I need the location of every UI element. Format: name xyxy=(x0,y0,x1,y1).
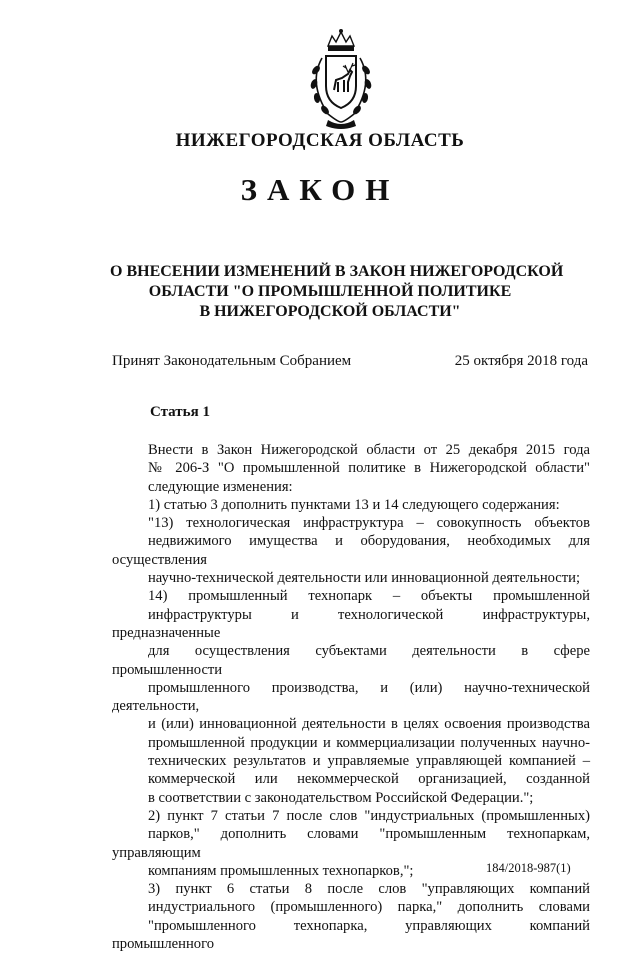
adoption-date: 25 октября 2018 года xyxy=(454,353,588,369)
paragraph-line: "13) технологическая инфраструктура – совокупность объектов xyxy=(148,515,590,532)
paragraph-line: промышленной продукции и коммерциализации полученных научно- xyxy=(148,734,590,751)
subject-line: ОБЛАСТИ "О ПРОМЫШЛЕННОЙ ПОЛИТИКЕ xyxy=(148,283,512,300)
paragraph-line: промышленного производства, и (или) научно-технической деятельности, xyxy=(112,679,590,715)
law-subject-title xyxy=(110,262,564,322)
paragraph-line: 1) статью 3 дополнить пунктами 13 и 14 следующего содержания: xyxy=(148,496,560,513)
coat-of-arms-emblem xyxy=(298,28,384,132)
body-paragraph xyxy=(112,587,590,807)
paragraph-line: парков," дополнить словами "промышленным технопаркам, управляющим xyxy=(112,826,590,861)
paragraph-line: коммерческой или некоммерческой организацией, созданной xyxy=(148,771,590,788)
document-type-title: ЗАКОН xyxy=(240,172,400,207)
paragraph-line: 3) пункт 6 статьи 8 после слов "управляющих компаний xyxy=(148,881,590,898)
paragraph-line: инфраструктуры и технологической инфраструктуры, предназначенные xyxy=(112,606,590,641)
body-paragraph xyxy=(112,880,590,953)
paragraph-line: 2) пункт 7 статьи 7 после слов "индустриальных (промышленных) xyxy=(148,807,590,824)
body-paragraph xyxy=(112,441,590,496)
subject-line: В НИЖЕГОРОДСКОЙ ОБЛАСТИ" xyxy=(199,303,461,320)
paragraph-line: в соответствии с законодательством Российской Федерации."; xyxy=(148,789,534,806)
paragraph-line: следующие изменения: xyxy=(148,478,293,495)
paragraph-line: компаниям промышленных технопарков,"; xyxy=(148,862,414,879)
region-title: НИЖЕГОРОДСКАЯ ОБЛАСТЬ xyxy=(175,130,465,151)
paragraph-line: научно-технической деятельности или инновационной деятельности; xyxy=(148,570,581,587)
adopted-by: Принят Законодательным Собранием xyxy=(112,353,352,369)
paragraph-line: "промышленного технопарка, управляющих компаний промышленного xyxy=(112,917,590,953)
article-heading: Статья 1 xyxy=(150,404,210,420)
paragraph-line: № 206-З "О промышленной политике в Нижегородской области" xyxy=(148,460,590,477)
body-paragraph xyxy=(112,514,590,587)
paragraph-line: для осуществления субъектами деятельности в сфере промышленности xyxy=(112,643,590,678)
paragraph-line: Внести в Закон Нижегородской области от 25 декабря 2015 года xyxy=(148,442,590,458)
article-body xyxy=(112,441,590,953)
document-number: 184/2018-987(1) xyxy=(486,861,571,875)
adoption-line xyxy=(112,353,588,370)
paragraph-line: и (или) инновационной деятельности в целях освоения производства xyxy=(148,716,590,733)
paragraph-line: технических результатов и управляемые управляющей компанией – xyxy=(148,753,590,770)
paragraph-line: индустриального (промышленного) парка," дополнить словами xyxy=(148,899,590,916)
paragraph-line: недвижимого имущества и оборудования, необходимых для осуществления xyxy=(112,533,590,568)
subject-line: О ВНЕСЕНИИ ИЗМЕНЕНИЙ В ЗАКОН НИЖЕГОРОДСКОЙ xyxy=(110,263,564,280)
paragraph-line: 14) промышленный технопарк – объекты промышленной xyxy=(148,588,590,605)
body-paragraph xyxy=(112,496,590,514)
